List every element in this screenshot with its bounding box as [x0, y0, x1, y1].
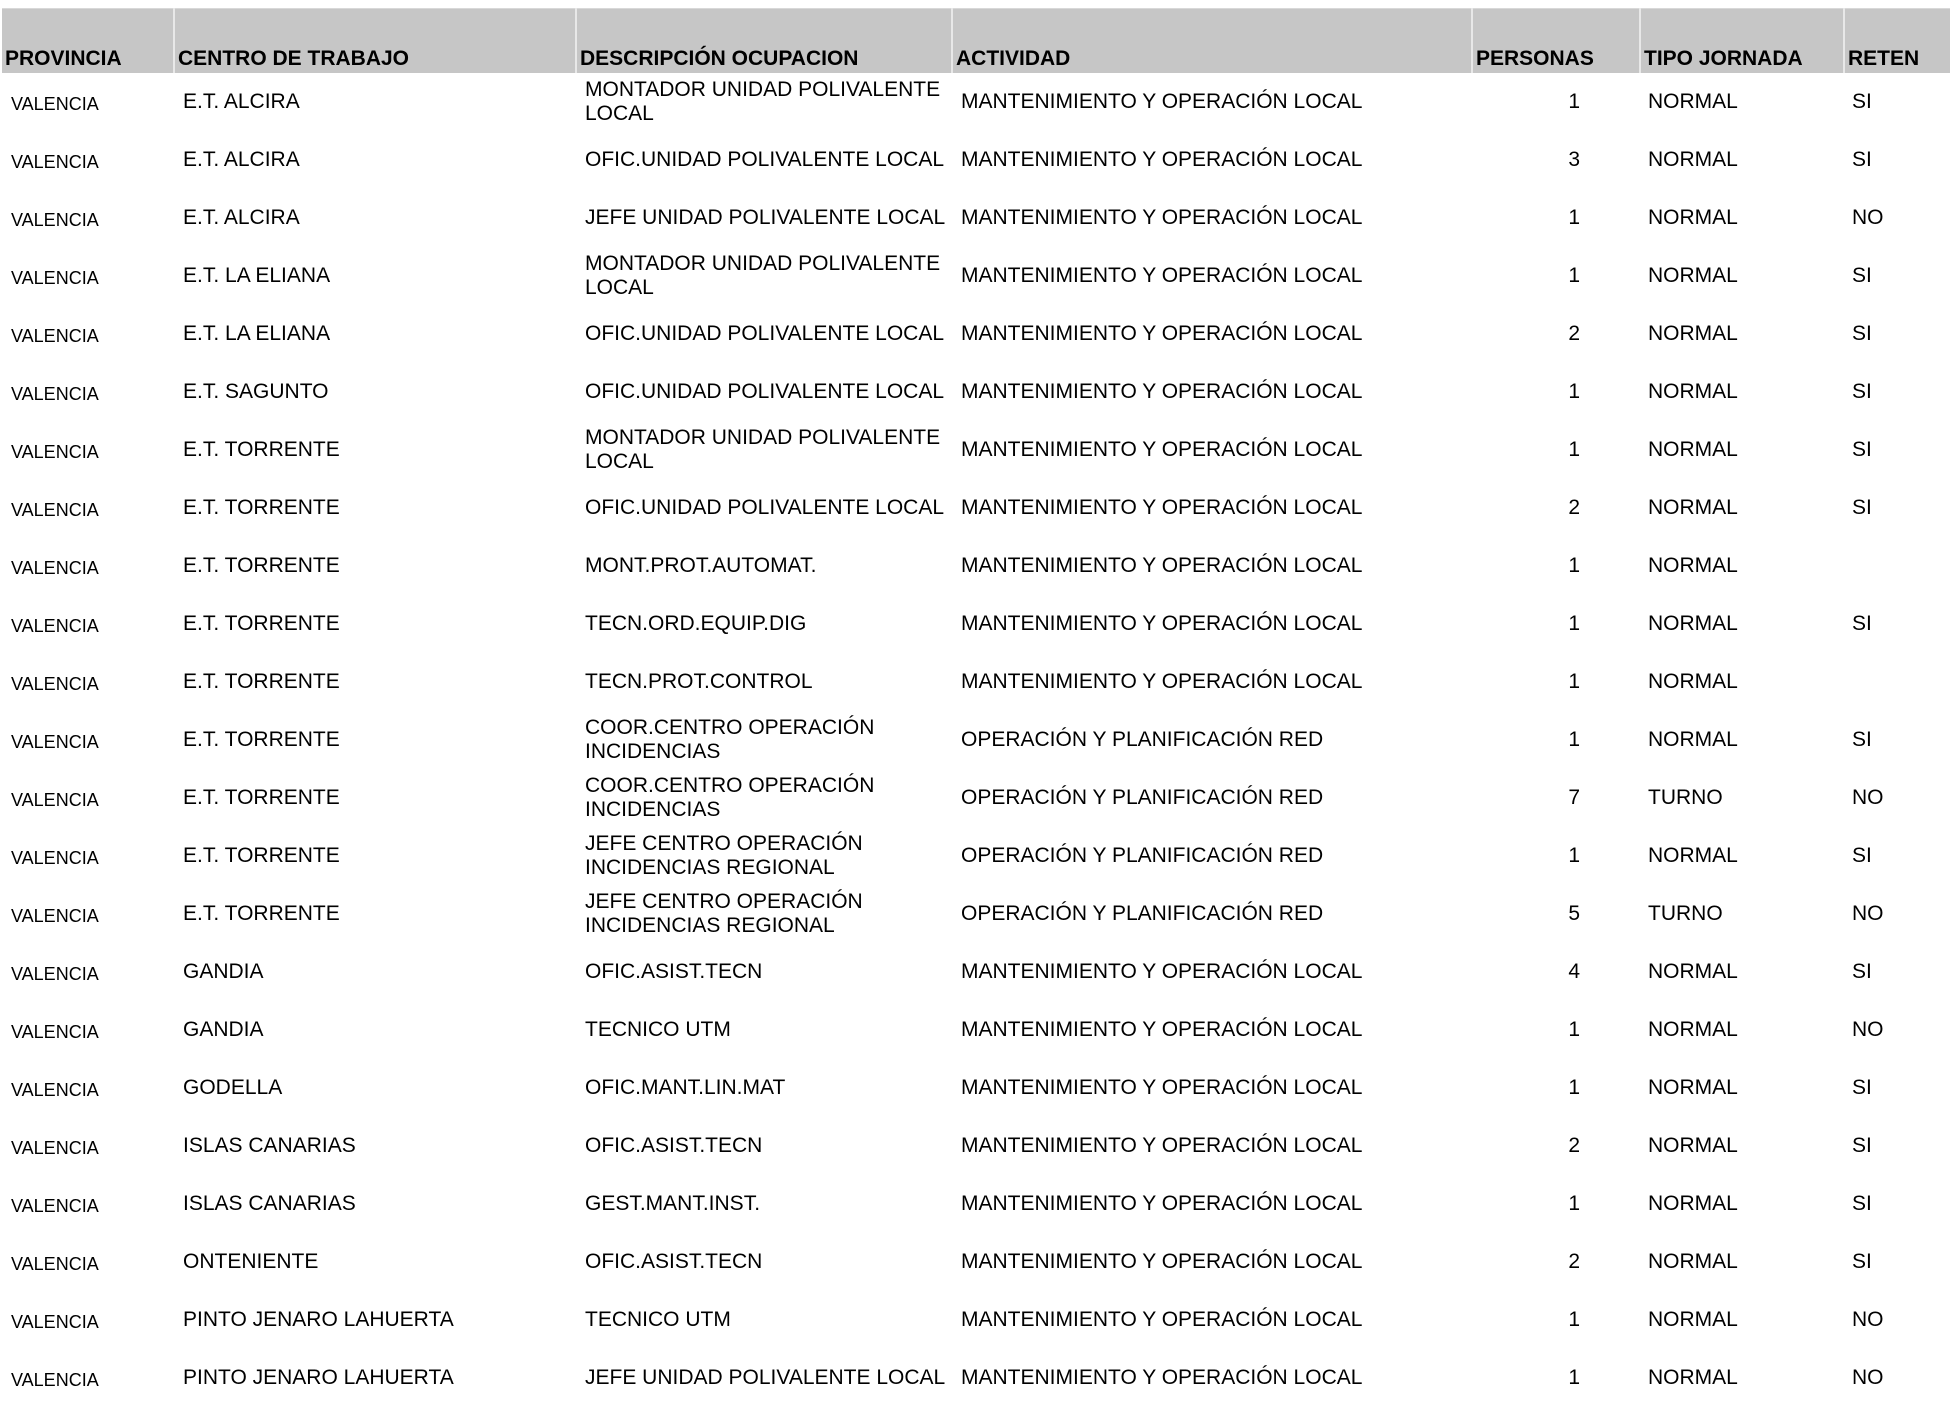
cell-centro[interactable]: E.T. SAGUNTO — [183, 380, 329, 403]
header-centro[interactable]: CENTRO DE TRABAJO — [174, 9, 576, 74]
cell-centro[interactable]: E.T. TORRENTE — [183, 728, 340, 751]
cell-actividad[interactable]: MANTENIMIENTO Y OPERACIÓN LOCAL — [961, 206, 1363, 229]
table-row — [2, 595, 1950, 653]
cell-centro[interactable]: E.T. TORRENTE — [183, 844, 340, 867]
cell-descripcion[interactable]: MONTADOR UNIDAD POLIVALENTE LOCAL — [585, 252, 941, 299]
cell-provincia[interactable]: VALENCIA — [11, 1312, 99, 1332]
cell-provincia[interactable]: VALENCIA — [11, 1254, 99, 1274]
cell-descripcion[interactable]: TECN.PROT.CONTROL — [585, 670, 813, 693]
cell-actividad[interactable]: MANTENIMIENTO Y OPERACIÓN LOCAL — [961, 438, 1363, 461]
cell-reten[interactable]: SI — [1852, 612, 1872, 635]
cell-tipo-jornada[interactable]: NORMAL — [1648, 960, 1738, 983]
cell-provincia[interactable]: VALENCIA — [11, 442, 99, 462]
cell-reten[interactable]: SI — [1852, 496, 1872, 519]
header-actividad[interactable]: ACTIVIDAD — [952, 9, 1472, 74]
cell-provincia[interactable]: VALENCIA — [11, 326, 99, 346]
cell-centro[interactable]: E.T. TORRENTE — [183, 496, 340, 519]
cell-personas[interactable]: 2 — [1568, 322, 1580, 345]
cell-provincia[interactable]: VALENCIA — [11, 210, 99, 230]
cell-personas[interactable]: 1 — [1568, 1018, 1580, 1041]
table-row — [2, 1175, 1950, 1233]
cell-reten[interactable]: SI — [1852, 960, 1872, 983]
cell-personas[interactable]: 1 — [1568, 90, 1580, 113]
cell-descripcion[interactable]: JEFE CENTRO OPERACIÓN INCIDENCIAS REGIONAL — [585, 832, 863, 879]
cell-reten[interactable]: SI — [1852, 322, 1872, 345]
cell-descripcion[interactable]: JEFE UNIDAD POLIVALENTE LOCAL — [585, 206, 946, 229]
cell-actividad[interactable]: MANTENIMIENTO Y OPERACIÓN LOCAL — [961, 1250, 1363, 1273]
cell-actividad[interactable]: MANTENIMIENTO Y OPERACIÓN LOCAL — [961, 1192, 1363, 1215]
cell-tipo-jornada[interactable]: NORMAL — [1648, 1192, 1738, 1215]
cell-descripcion[interactable]: MONTADOR UNIDAD POLIVALENTE LOCAL — [585, 426, 941, 473]
cell-provincia[interactable]: VALENCIA — [11, 674, 99, 694]
cell-reten[interactable]: NO — [1852, 1018, 1884, 1041]
cell-descripcion[interactable]: OFIC.UNIDAD POLIVALENTE LOCAL — [585, 496, 945, 519]
cell-provincia[interactable]: VALENCIA — [11, 384, 99, 404]
cell-personas[interactable]: 1 — [1568, 554, 1580, 577]
cell-tipo-jornada[interactable]: NORMAL — [1648, 554, 1738, 577]
cell-tipo-jornada[interactable]: NORMAL — [1648, 496, 1738, 519]
cell-tipo-jornada[interactable]: TURNO — [1648, 902, 1723, 925]
cell-tipo-jornada[interactable]: NORMAL — [1648, 1308, 1738, 1331]
cell-reten[interactable]: NO — [1852, 786, 1884, 809]
table-row — [2, 537, 1950, 595]
cell-personas[interactable]: 5 — [1568, 902, 1580, 925]
cell-centro[interactable]: GANDIA — [183, 960, 264, 983]
cell-personas[interactable]: 1 — [1568, 844, 1580, 867]
table-row — [2, 73, 1950, 131]
cell-provincia[interactable]: VALENCIA — [11, 1138, 99, 1158]
header-tipo-jornada[interactable]: TIPO JORNADA — [1640, 9, 1844, 74]
table-row — [2, 1233, 1950, 1291]
table-row — [2, 1349, 1950, 1407]
cell-personas[interactable]: 1 — [1568, 728, 1580, 751]
cell-personas[interactable]: 2 — [1568, 496, 1580, 519]
cell-personas[interactable]: 1 — [1568, 264, 1580, 287]
cell-reten[interactable]: SI — [1852, 380, 1872, 403]
cell-provincia[interactable]: VALENCIA — [11, 1196, 99, 1216]
table-row — [2, 479, 1950, 537]
cell-actividad[interactable]: MANTENIMIENTO Y OPERACIÓN LOCAL — [961, 670, 1363, 693]
cell-actividad[interactable]: OPERACIÓN Y PLANIFICACIÓN RED — [961, 786, 1324, 809]
data-table — [2, 8, 1950, 1407]
cell-centro[interactable]: E.T. ALCIRA — [183, 90, 300, 113]
cell-actividad[interactable]: MANTENIMIENTO Y OPERACIÓN LOCAL — [961, 322, 1363, 345]
cell-actividad[interactable]: MANTENIMIENTO Y OPERACIÓN LOCAL — [961, 380, 1363, 403]
cell-provincia[interactable]: VALENCIA — [11, 152, 99, 172]
cell-centro[interactable]: GODELLA — [183, 1076, 283, 1099]
cell-provincia[interactable]: VALENCIA — [11, 268, 99, 288]
cell-descripcion[interactable]: OFIC.ASIST.TECN — [585, 1134, 763, 1157]
table-row — [2, 653, 1950, 711]
cell-tipo-jornada[interactable]: NORMAL — [1648, 148, 1738, 171]
cell-centro[interactable]: ISLAS CANARIAS — [183, 1134, 356, 1157]
cell-provincia[interactable]: VALENCIA — [11, 1370, 99, 1390]
cell-provincia[interactable]: VALENCIA — [11, 848, 99, 868]
cell-actividad[interactable]: MANTENIMIENTO Y OPERACIÓN LOCAL — [961, 264, 1363, 287]
cell-tipo-jornada[interactable]: NORMAL — [1648, 206, 1738, 229]
header-personas[interactable]: PERSONAS — [1472, 9, 1640, 74]
cell-actividad[interactable]: MANTENIMIENTO Y OPERACIÓN LOCAL — [961, 1134, 1363, 1157]
table-row — [2, 189, 1950, 247]
cell-descripcion[interactable]: GEST.MANT.INST. — [585, 1192, 761, 1215]
cell-reten[interactable]: SI — [1852, 148, 1872, 171]
cell-reten[interactable]: SI — [1852, 1192, 1872, 1215]
cell-centro[interactable]: E.T. LA ELIANA — [183, 264, 331, 287]
cell-tipo-jornada[interactable]: NORMAL — [1648, 264, 1738, 287]
cell-provincia[interactable]: VALENCIA — [11, 906, 99, 926]
cell-tipo-jornada[interactable]: NORMAL — [1648, 1076, 1738, 1099]
cell-personas[interactable]: 1 — [1568, 380, 1580, 403]
cell-reten[interactable]: SI — [1852, 1250, 1872, 1273]
table-row — [2, 827, 1950, 885]
cell-descripcion[interactable]: OFIC.UNIDAD POLIVALENTE LOCAL — [585, 322, 945, 345]
cell-actividad[interactable]: MANTENIMIENTO Y OPERACIÓN LOCAL — [961, 612, 1363, 635]
table-row — [2, 1059, 1950, 1117]
header-reten[interactable]: RETEN — [1844, 9, 1950, 74]
cell-centro[interactable]: ONTENIENTE — [183, 1250, 319, 1273]
cell-personas[interactable]: 1 — [1568, 438, 1580, 461]
cell-centro[interactable]: E.T. ALCIRA — [183, 206, 300, 229]
cell-personas[interactable]: 2 — [1568, 1134, 1580, 1157]
table-row — [2, 1117, 1950, 1175]
header-provincia[interactable]: PROVINCIA — [2, 9, 174, 74]
cell-personas[interactable]: 1 — [1568, 206, 1580, 229]
cell-tipo-jornada[interactable]: TURNO — [1648, 786, 1723, 809]
cell-actividad[interactable]: OPERACIÓN Y PLANIFICACIÓN RED — [961, 728, 1324, 751]
cell-provincia[interactable]: VALENCIA — [11, 964, 99, 984]
table-row — [2, 1291, 1950, 1349]
cell-centro[interactable]: E.T. TORRENTE — [183, 438, 340, 461]
table-row — [2, 711, 1950, 769]
cell-personas[interactable]: 1 — [1568, 670, 1580, 693]
cell-provincia[interactable]: VALENCIA — [11, 1022, 99, 1042]
table-row — [2, 943, 1950, 1001]
cell-reten[interactable]: SI — [1852, 844, 1872, 867]
cell-provincia[interactable]: VALENCIA — [11, 558, 99, 578]
header-row — [2, 9, 1950, 74]
cell-centro[interactable]: E.T. TORRENTE — [183, 786, 340, 809]
cell-descripcion[interactable]: JEFE UNIDAD POLIVALENTE LOCAL — [585, 1366, 946, 1389]
table-header — [2, 9, 1950, 74]
cell-descripcion[interactable]: COOR.CENTRO OPERACIÓN INCIDENCIAS — [585, 716, 875, 763]
cell-tipo-jornada[interactable]: NORMAL — [1648, 380, 1738, 403]
cell-reten[interactable]: NO — [1852, 206, 1884, 229]
cell-personas[interactable]: 3 — [1568, 148, 1580, 171]
cell-descripcion[interactable]: OFIC.MANT.LIN.MAT — [585, 1076, 786, 1099]
cell-reten[interactable]: NO — [1852, 902, 1884, 925]
cell-personas[interactable]: 1 — [1568, 612, 1580, 635]
cell-provincia[interactable]: VALENCIA — [11, 790, 99, 810]
table-body — [2, 73, 1950, 1407]
cell-descripcion[interactable]: TECNICO UTM — [585, 1018, 731, 1041]
cell-tipo-jornada[interactable]: NORMAL — [1648, 1134, 1738, 1157]
cell-tipo-jornada[interactable]: NORMAL — [1648, 670, 1738, 693]
cell-centro[interactable]: PINTO JENARO LAHUERTA — [183, 1308, 454, 1331]
cell-descripcion[interactable]: JEFE CENTRO OPERACIÓN INCIDENCIAS REGIONAL — [585, 890, 863, 937]
cell-actividad[interactable]: MANTENIMIENTO Y OPERACIÓN LOCAL — [961, 554, 1363, 577]
cell-reten[interactable] — [1844, 537, 1950, 595]
cell-personas[interactable]: 1 — [1568, 1076, 1580, 1099]
table-row — [2, 131, 1950, 189]
cell-centro[interactable]: GANDIA — [183, 1018, 264, 1041]
cell-reten[interactable]: SI — [1852, 728, 1872, 751]
cell-provincia[interactable]: VALENCIA — [11, 500, 99, 520]
header-descripcion[interactable]: DESCRIPCIÓN OCUPACION — [576, 9, 952, 74]
cell-provincia[interactable]: VALENCIA — [11, 94, 99, 114]
cell-centro[interactable]: E.T. LA ELIANA — [183, 322, 331, 345]
table-row — [2, 769, 1950, 827]
cell-provincia[interactable]: VALENCIA — [11, 616, 99, 636]
cell-tipo-jornada[interactable]: NORMAL — [1648, 844, 1738, 867]
table-row — [2, 247, 1950, 305]
table-row — [2, 1001, 1950, 1059]
cell-personas[interactable]: 1 — [1568, 1192, 1580, 1215]
cell-centro[interactable]: E.T. TORRENTE — [183, 902, 340, 925]
cell-tipo-jornada[interactable]: NORMAL — [1648, 90, 1738, 113]
cell-descripcion[interactable]: TECNICO UTM — [585, 1308, 731, 1331]
cell-personas[interactable]: 1 — [1568, 1308, 1580, 1331]
table-row — [2, 885, 1950, 943]
cell-actividad[interactable]: OPERACIÓN Y PLANIFICACIÓN RED — [961, 844, 1324, 867]
cell-reten[interactable]: SI — [1852, 1076, 1872, 1099]
cell-reten[interactable]: NO — [1852, 1308, 1884, 1331]
cell-descripcion[interactable]: TECN.ORD.EQUIP.DIG — [585, 612, 807, 635]
cell-descripcion[interactable]: COOR.CENTRO OPERACIÓN INCIDENCIAS — [585, 774, 875, 821]
cell-provincia[interactable]: VALENCIA — [11, 1080, 99, 1100]
cell-centro[interactable]: E.T. TORRENTE — [183, 612, 340, 635]
cell-reten[interactable]: SI — [1852, 1134, 1872, 1157]
cell-tipo-jornada[interactable]: NORMAL — [1648, 1366, 1738, 1389]
cell-descripcion[interactable]: OFIC.ASIST.TECN — [585, 960, 763, 983]
cell-tipo-jornada[interactable]: NORMAL — [1648, 612, 1738, 635]
cell-actividad[interactable]: MANTENIMIENTO Y OPERACIÓN LOCAL — [961, 1366, 1363, 1389]
cell-actividad[interactable]: MANTENIMIENTO Y OPERACIÓN LOCAL — [961, 90, 1363, 113]
table-row — [2, 363, 1950, 421]
cell-descripcion[interactable]: MONT.PROT.AUTOMAT. — [585, 554, 817, 577]
cell-personas[interactable]: 1 — [1568, 1366, 1580, 1389]
cell-centro[interactable]: E.T. ALCIRA — [183, 148, 300, 171]
cell-descripcion[interactable]: OFIC.ASIST.TECN — [585, 1250, 763, 1273]
cell-actividad[interactable]: MANTENIMIENTO Y OPERACIÓN LOCAL — [961, 1018, 1363, 1041]
cell-actividad[interactable]: MANTENIMIENTO Y OPERACIÓN LOCAL — [961, 1308, 1363, 1331]
cell-personas[interactable]: 2 — [1568, 1250, 1580, 1273]
cell-tipo-jornada[interactable]: NORMAL — [1648, 322, 1738, 345]
cell-reten[interactable]: NO — [1852, 1366, 1884, 1389]
cell-reten[interactable]: SI — [1852, 264, 1872, 287]
cell-reten[interactable] — [1844, 653, 1950, 711]
cell-actividad[interactable]: MANTENIMIENTO Y OPERACIÓN LOCAL — [961, 1076, 1363, 1099]
cell-centro[interactable]: ISLAS CANARIAS — [183, 1192, 356, 1215]
cell-tipo-jornada[interactable]: NORMAL — [1648, 728, 1738, 751]
cell-actividad[interactable]: MANTENIMIENTO Y OPERACIÓN LOCAL — [961, 496, 1363, 519]
cell-tipo-jornada[interactable]: NORMAL — [1648, 438, 1738, 461]
cell-centro[interactable]: PINTO JENARO LAHUERTA — [183, 1366, 454, 1389]
cell-descripcion[interactable]: OFIC.UNIDAD POLIVALENTE LOCAL — [585, 380, 945, 403]
cell-actividad[interactable]: OPERACIÓN Y PLANIFICACIÓN RED — [961, 902, 1324, 925]
cell-personas[interactable]: 4 — [1568, 960, 1580, 983]
cell-descripcion[interactable]: MONTADOR UNIDAD POLIVALENTE LOCAL — [585, 78, 941, 125]
table-row — [2, 421, 1950, 479]
cell-personas[interactable]: 7 — [1568, 786, 1580, 809]
spreadsheet — [2, 8, 1950, 1407]
cell-tipo-jornada[interactable]: NORMAL — [1648, 1018, 1738, 1041]
cell-actividad[interactable]: MANTENIMIENTO Y OPERACIÓN LOCAL — [961, 960, 1363, 983]
cell-actividad[interactable]: MANTENIMIENTO Y OPERACIÓN LOCAL — [961, 148, 1363, 171]
cell-descripcion[interactable]: OFIC.UNIDAD POLIVALENTE LOCAL — [585, 148, 945, 171]
cell-centro[interactable]: E.T. TORRENTE — [183, 670, 340, 693]
cell-centro[interactable]: E.T. TORRENTE — [183, 554, 340, 577]
table-row — [2, 305, 1950, 363]
cell-reten[interactable]: SI — [1852, 90, 1872, 113]
cell-provincia[interactable]: VALENCIA — [11, 732, 99, 752]
cell-tipo-jornada[interactable]: NORMAL — [1648, 1250, 1738, 1273]
cell-reten[interactable]: SI — [1852, 438, 1872, 461]
